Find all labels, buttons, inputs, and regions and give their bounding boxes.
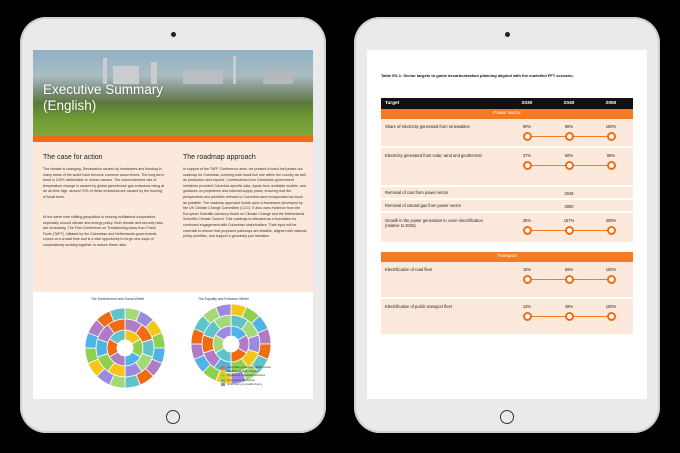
camera-icon [171, 32, 176, 37]
legend-label: Long history in possible theory [227, 382, 263, 386]
row-label: Growth in the power generation to cover electrification (relative to 2026) [385, 218, 483, 229]
row-value: 98% [564, 124, 574, 129]
title-line-2: (English) [43, 98, 97, 113]
table-row [381, 262, 633, 298]
row-value: 167% [563, 218, 575, 223]
case-heading: The case for action [43, 154, 103, 161]
table-row [381, 148, 633, 186]
legend-swatch [221, 379, 225, 382]
section-power: Power sector [381, 109, 633, 119]
milestone-dot [607, 312, 616, 321]
legend-label: Long history of emission [227, 378, 255, 382]
row-label: Share of electricity generated from renewables [385, 124, 470, 129]
row-value: 2050 [564, 204, 574, 209]
milestone-dot [523, 226, 532, 235]
table-caption: Table ES.1: Sector targets to guide decarbonisation planning aligned with the modelled FFT scenario. [381, 73, 574, 78]
row-value: 18% [522, 267, 532, 272]
table-row [381, 187, 633, 199]
case-paragraph-1: The climate is changing. Devastation caused by heatwaves and flooding in many areas of the world have become common occurrences. The long-term trend is 100% attributable to human causes. The unprecedented rate of temperature change is caused by global greenhouse gas emissions being at an all-time high, around 70% of these emissions are caused by the burning of fossil fuels. [43, 167, 165, 199]
legend-item [221, 383, 271, 387]
wheel-2-hub [224, 337, 238, 351]
row-value: 68% [606, 153, 616, 158]
row-value: 100% [605, 267, 617, 272]
row-value: 90% [522, 124, 532, 129]
legend-label: Long history of action in global context [227, 366, 272, 370]
row-value: 60% [564, 153, 574, 158]
milestone-dot [523, 312, 532, 321]
milestone-dot [523, 161, 532, 170]
row-value: 37% [522, 153, 532, 158]
legend-swatch [221, 374, 225, 377]
roadmap-paragraph: In support of the TAFF Conference aims, we present a fossil-fuel phase-out roadmap for Colombia, covering both fossil fuel use within the country as well as production and exports. Contributions from Colombian government ministries provided Colombia-specific data, inputs from available models, and guidance on projections and national supply plans, ensuring that the perspectives and priorities relevant to Colombia were incorporated as much as possible. The roadmap approach builds upon a framework developed by the UK Climate Change Committee (CCC). It also uses evidence from the European Scientific Advisory Board on Climate Change and the Netherlands Scientific Climate Council. This roadmap is intended as a foundation for continued engagement with Colombian stakeholders. Their input will be essential to ensure that proposed pathways are feasible, aligned with national policy priorities, and support a genuinely just transition. [183, 167, 307, 239]
wheel-1-hub [118, 341, 132, 355]
row-value: 100% [605, 304, 617, 309]
section-transport: Transport [381, 252, 633, 262]
case-paragraph-2: At the same time shifting geopolitics is eroding multilateral cooperation, especially around climate and energy policy. Both climate and security risks are increasing. The First Conference on Transitioning Away from Fossil Fuels (TAFF), initiated by the Colombian and Netherlands governments comes at a crucial time and is a vital opportunity to forge new ways of cooperatively working together to reduce these risks. [43, 215, 163, 247]
wheel-2-title: The Equality and Emission Wheel [198, 297, 249, 301]
title-line-1: Executive Summary [43, 82, 164, 97]
header-target: Target [385, 101, 400, 106]
milestone-dot [523, 132, 532, 141]
roadmap-heading: The roadmap approach [183, 154, 256, 161]
row-label: Removal of natural gas from power sector [385, 203, 461, 208]
milestone-dot [565, 312, 574, 321]
milestone-dot [607, 132, 616, 141]
left-screen [33, 50, 313, 399]
home-button[interactable] [500, 410, 514, 424]
legend-label: Possible fair to all, mitigation [227, 370, 260, 374]
milestone-dot [523, 275, 532, 284]
table-row [381, 200, 633, 212]
milestone-dot [607, 275, 616, 284]
legend-swatch [221, 383, 225, 386]
header-2030: 2030 [521, 101, 533, 106]
milestone-dot [565, 132, 574, 141]
row-value: 2045 [564, 191, 574, 196]
hero-image [33, 50, 313, 136]
milestone-dot [565, 226, 574, 235]
page-title [43, 82, 163, 114]
header-2050: 2050 [605, 101, 617, 106]
left-tablet [20, 17, 326, 433]
wheels-figure [33, 292, 313, 399]
row-value: 309% [605, 218, 617, 223]
table-row [381, 213, 633, 243]
legend-swatch [221, 366, 225, 369]
row-label: Electrification of public transport fleet [385, 304, 452, 309]
camera-icon [505, 32, 510, 37]
header-2040: 2040 [563, 101, 575, 106]
milestone-dot [565, 161, 574, 170]
wheel-1-title: The Environment and Social Wheel [91, 297, 145, 301]
row-value: 13% [522, 304, 532, 309]
wheel-legend [221, 366, 271, 387]
legend-swatch [221, 370, 225, 373]
table-row [381, 299, 633, 335]
home-button[interactable] [166, 410, 180, 424]
legend-label: Progress to sustainable solutions [227, 374, 266, 378]
row-label: Removal of coal from power sector [385, 190, 449, 195]
right-screen [367, 50, 647, 399]
row-label: Electrification of road fleet [385, 267, 433, 272]
table-header [381, 98, 633, 109]
row-value: 49% [564, 304, 574, 309]
milestone-dot [565, 275, 574, 284]
row-value: 59% [564, 267, 574, 272]
table-row [381, 119, 633, 147]
milestone-dot [607, 226, 616, 235]
row-label: Electricity generated from solar, wind and geothermal [385, 153, 482, 158]
row-value: 100% [605, 124, 617, 129]
row-value: 35% [522, 218, 532, 223]
right-tablet [354, 17, 660, 433]
milestone-dot [607, 161, 616, 170]
